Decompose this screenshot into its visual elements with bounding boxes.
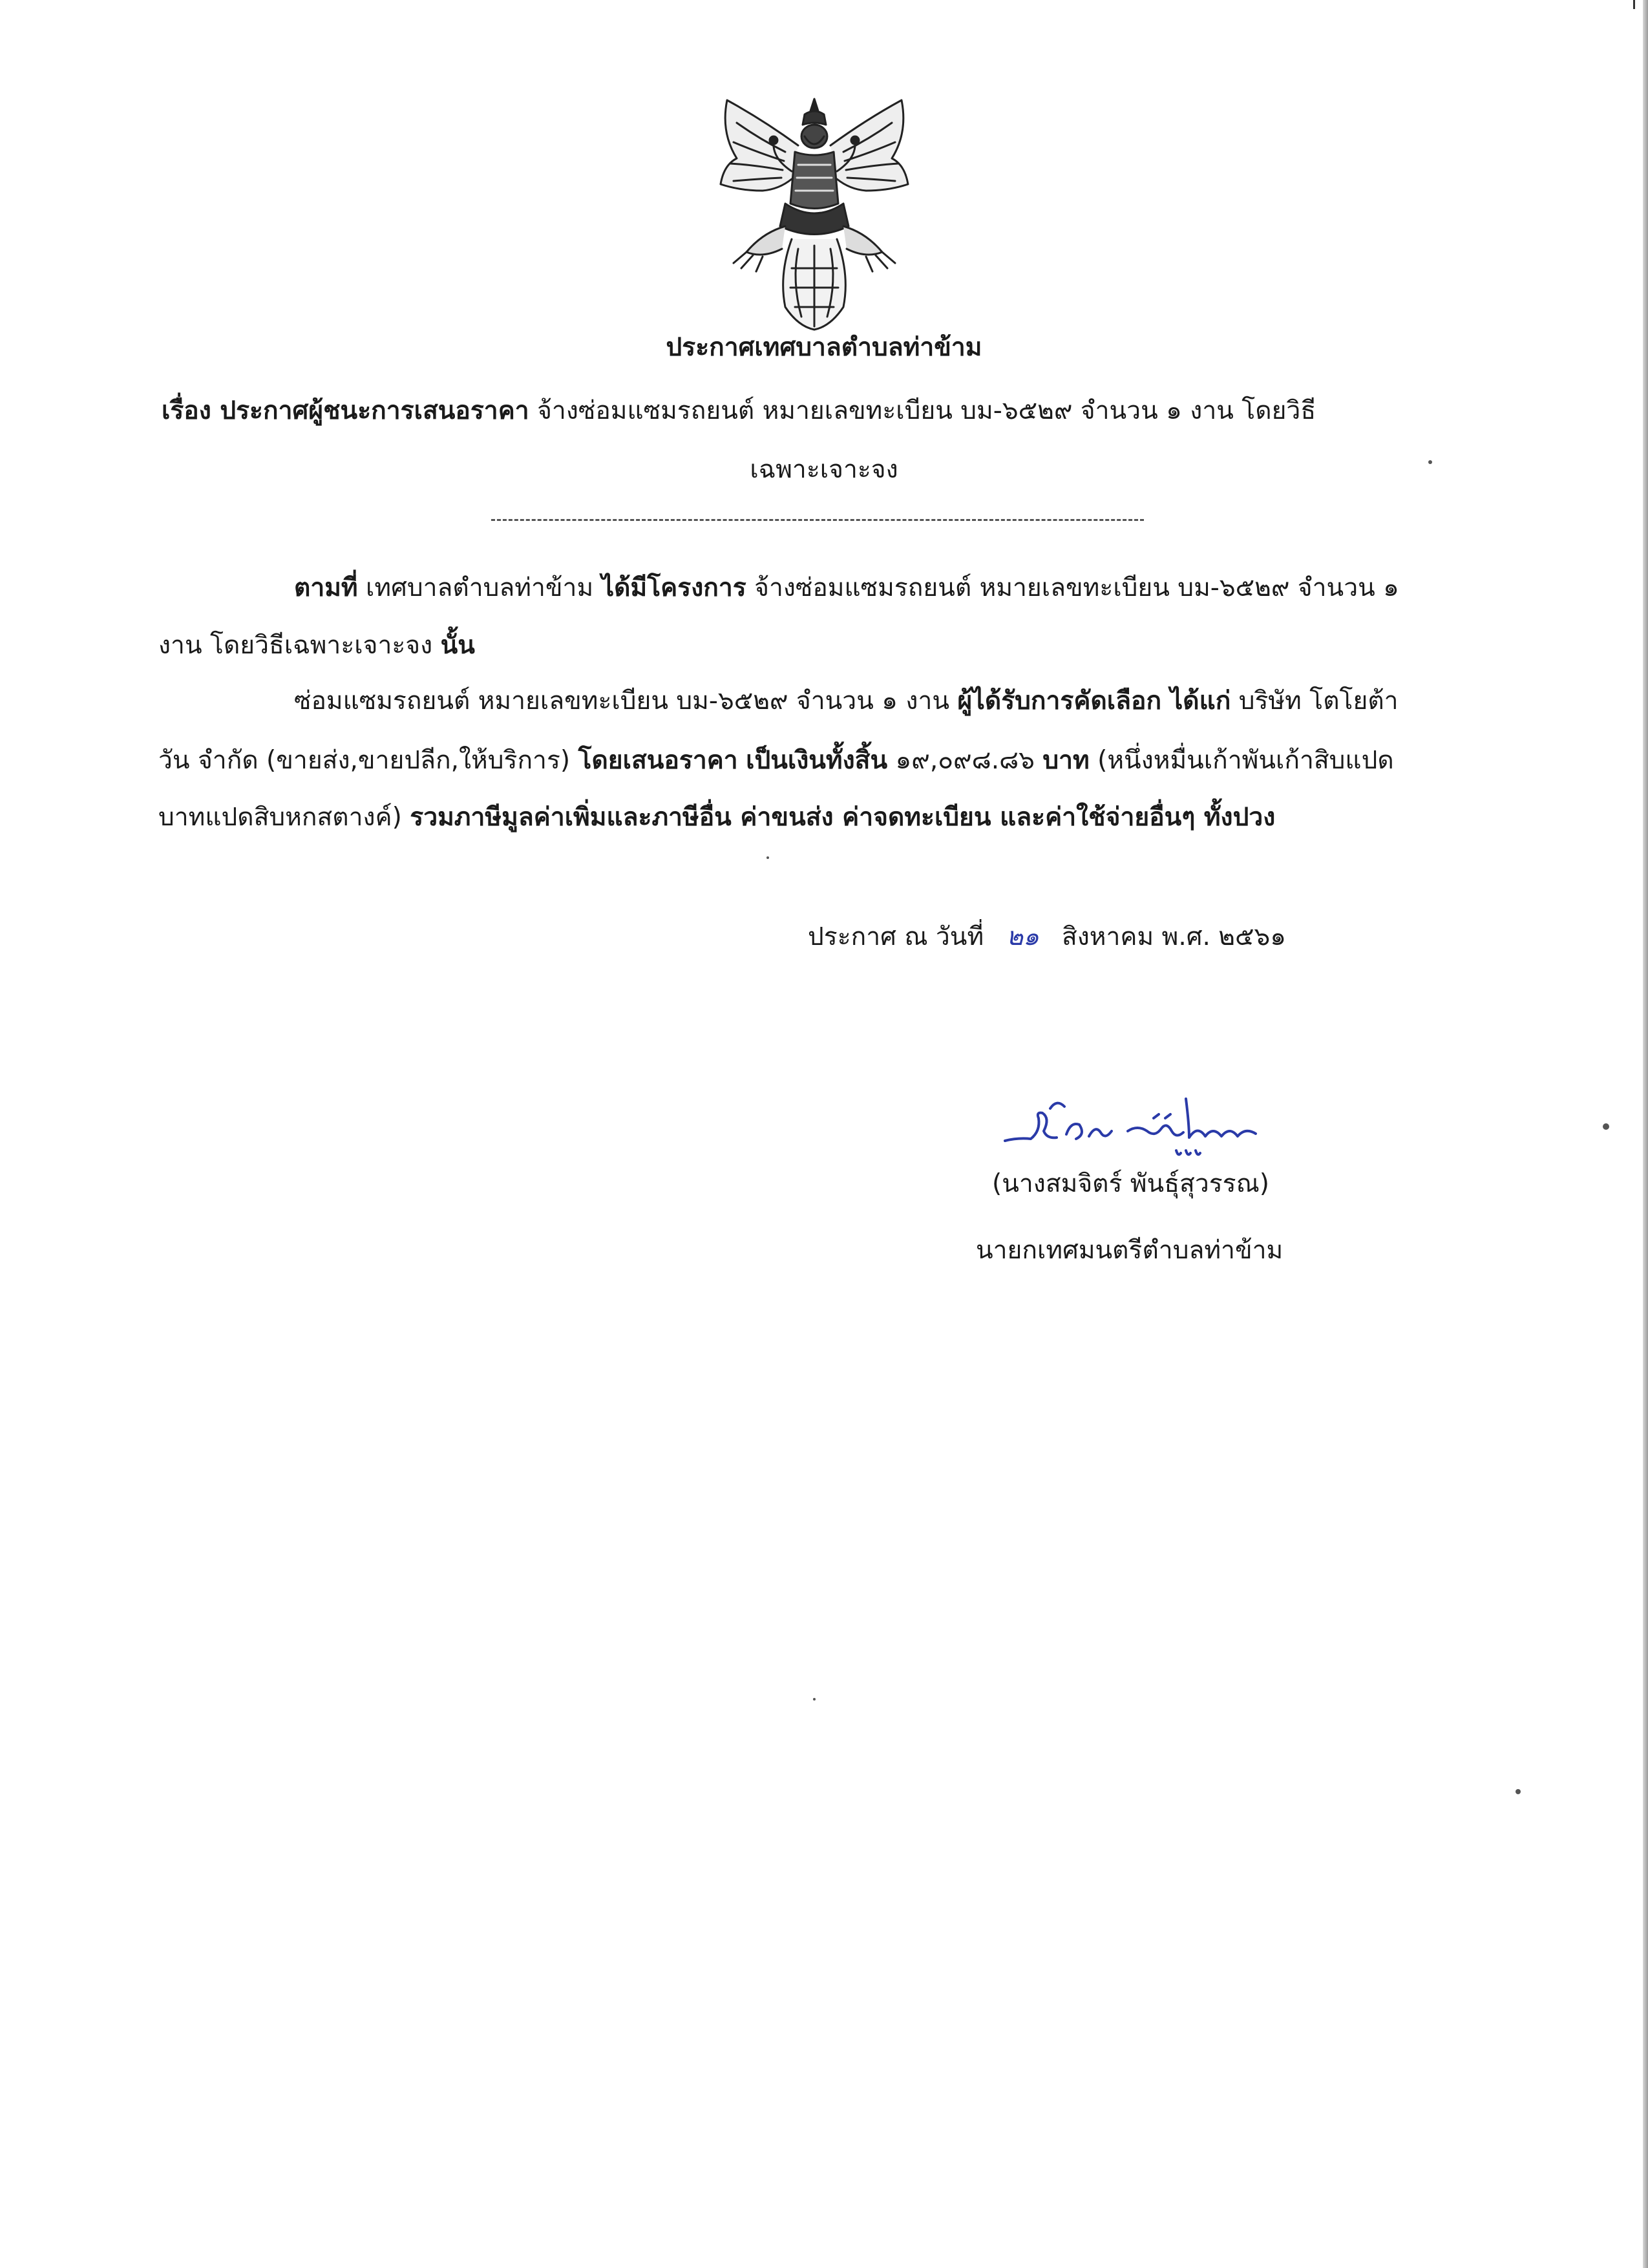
para2-l2-seg7: (หนึ่งหมื่นเก้าพันเก้าสิบแปด bbox=[1089, 746, 1394, 775]
garuda-emblem-icon bbox=[701, 94, 927, 333]
signatory-name: (นางสมจิตร์ พันธุ์สุวรรณ) bbox=[992, 1169, 1270, 1198]
para1-l1-seg3: ได้มีโครงการ bbox=[601, 573, 746, 602]
scan-speck bbox=[766, 856, 769, 859]
para1-l2-seg1: งาน โดยวิธีเฉพาะเจาะจง bbox=[158, 631, 441, 660]
scan-speck bbox=[1428, 460, 1432, 464]
para2-l3-seg2: รวมภาษีมูลค่าเพิ่มและภาษีอื่น ค่าขนส่ง ค่าจดทะเบียน และค่าใช้จ่ายอื่นๆ ทั้งปวง bbox=[410, 803, 1276, 832]
paragraph-2-line-1 bbox=[294, 688, 1399, 714]
dashed-divider bbox=[491, 519, 1144, 521]
announcement-agency-title: ประกาศเทศบาลตำบลท่าข้าม bbox=[666, 333, 982, 362]
para2-l2-seg4: เป็นเงินทั้งสิ้น bbox=[746, 746, 888, 775]
para2-l2-seg1: วัน จำกัด (ขายส่ง,ขายปลีก,ให้บริการ) bbox=[158, 746, 578, 775]
paragraph-1-line-2 bbox=[158, 633, 475, 658]
handwritten-signature bbox=[992, 1086, 1309, 1163]
announcement-subject-line bbox=[162, 398, 1486, 423]
paragraph-2-line-3 bbox=[158, 805, 1275, 830]
para2-l2-seg3 bbox=[738, 746, 746, 775]
subject-label: เรื่อง ประกาศผู้ชนะการเสนอราคา bbox=[162, 396, 529, 425]
signatory-position: นายกเทศมนตรีตำบลท่าข้าม bbox=[976, 1236, 1284, 1265]
para2-l3-seg1: บาทแปดสิบหกสตางค์) bbox=[158, 803, 410, 832]
announcement-date-line bbox=[808, 924, 1286, 949]
scan-edge-mark bbox=[1633, 0, 1635, 9]
scan-speck bbox=[1516, 1789, 1521, 1794]
para2-l2-seg2: โดยเสนอราคา bbox=[578, 746, 738, 775]
para1-l1-seg4: จ้างซ่อมแซมรถยนต์ หมายเลขทะเบียน บม-๖๕๒๙ จำนวน ๑ bbox=[746, 573, 1399, 602]
scan-speck bbox=[813, 1698, 816, 1701]
para1-l1-seg2: เทศบาลตำบลท่าข้าม bbox=[357, 573, 602, 602]
announcement-subject-line-2: เฉพาะเจาะจง bbox=[750, 455, 898, 484]
date-prefix: ประกาศ ณ วันที่ bbox=[808, 922, 992, 951]
para2-l1-seg2: ผู้ได้รับการคัดเลือก ได้แก่ bbox=[957, 686, 1231, 715]
para2-l2-seg6: บาท bbox=[1042, 746, 1090, 775]
subject-text: จ้างซ่อมแซมรถยนต์ หมายเลขทะเบียน บม-๖๕๒๙ จำนวน ๑ งาน โดยวิธี bbox=[529, 396, 1316, 425]
date-rest: สิงหาคม พ.ศ. ๒๕๖๑ bbox=[1053, 922, 1286, 951]
para1-l2-seg2: นั้น bbox=[440, 631, 475, 660]
para2-l1-seg3: บริษัท โตโยต้า bbox=[1231, 686, 1399, 715]
paragraph-2-line-2 bbox=[158, 748, 1394, 773]
paragraph-1-line-1 bbox=[294, 575, 1399, 600]
date-day-handwritten: ๒๑ bbox=[1006, 922, 1039, 951]
scan-speck bbox=[1603, 1123, 1609, 1130]
para2-l2-seg5: ๑๙,๐๙๘.๘๖ bbox=[887, 746, 1043, 775]
para1-l1-seg1: ตามที่ bbox=[294, 573, 358, 602]
para2-l1-seg1: ซ่อมแซมรถยนต์ หมายเลขทะเบียน บม-๖๕๒๙ จำนวน ๑ งาน bbox=[294, 686, 958, 715]
